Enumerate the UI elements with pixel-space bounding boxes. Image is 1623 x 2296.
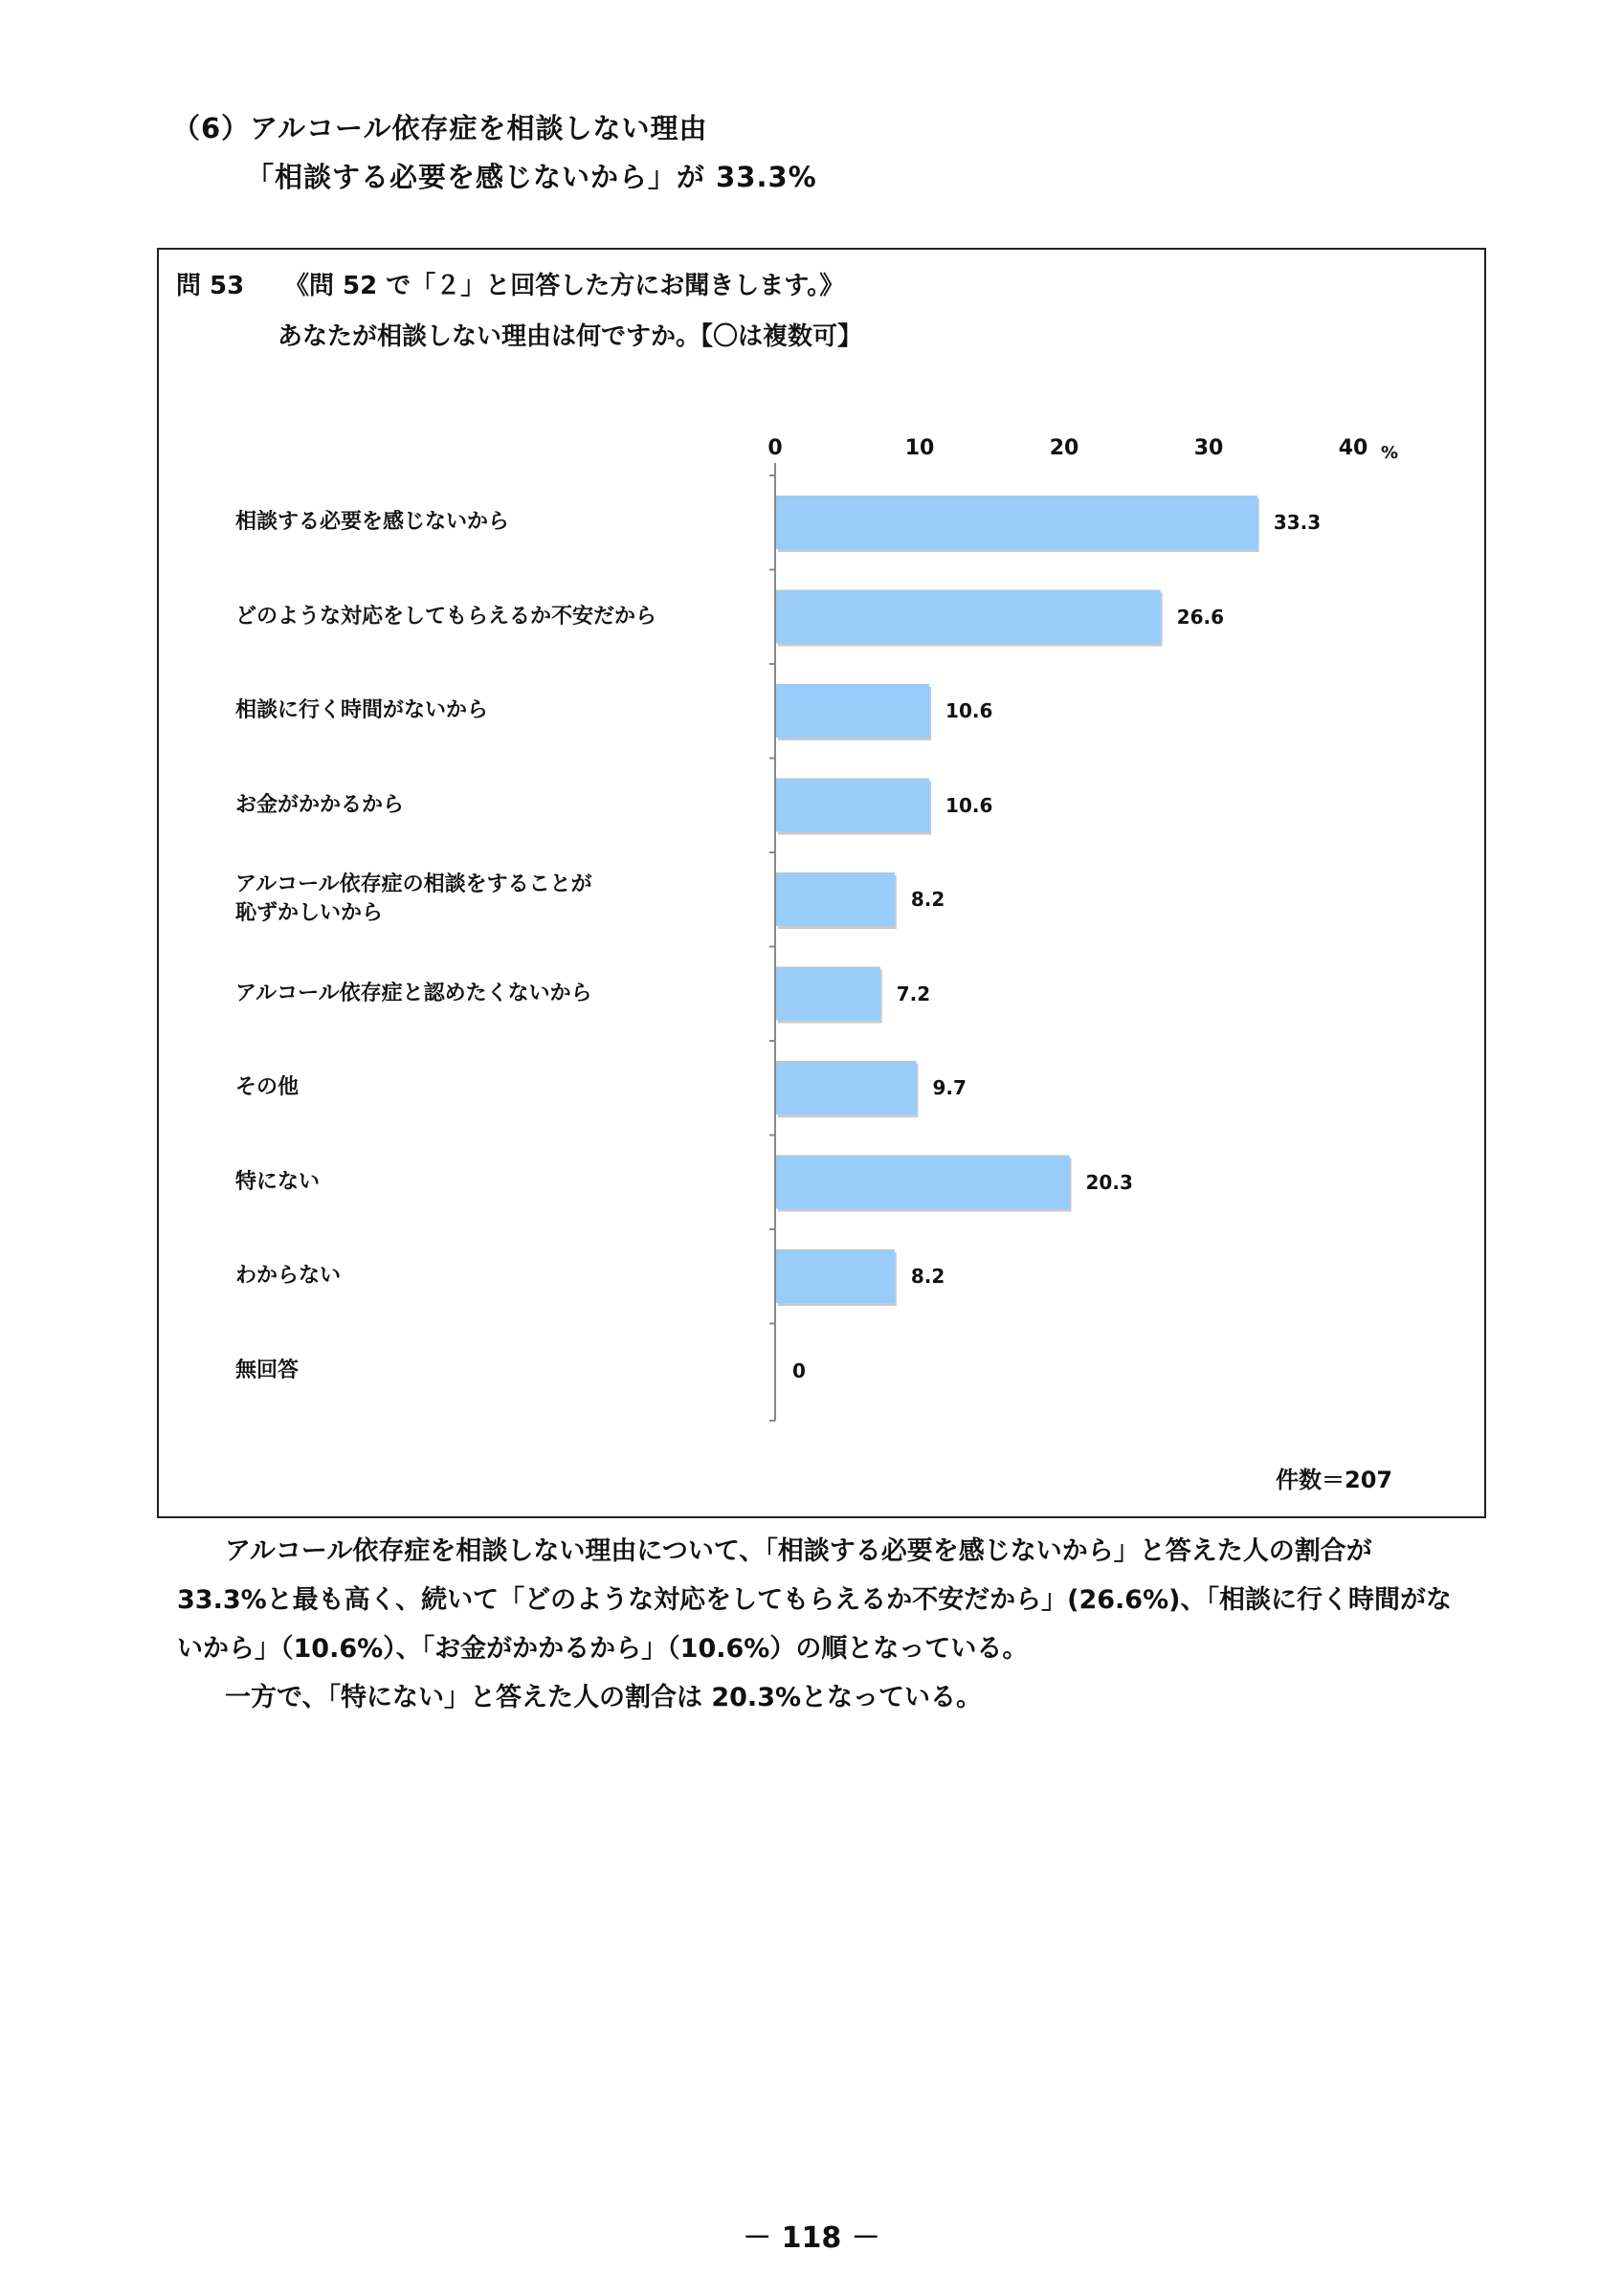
category-label: アルコール依存症の相談をすることが 恥ずかしいから [235, 872, 592, 925]
category-label: その他 [235, 1075, 300, 1099]
axis-unit: % [1381, 443, 1399, 463]
summary-paragraph-2: 一方で、「特にない」と答えた人の割合は 20.3%となっている。 [225, 1683, 983, 1712]
x-tick-label: 10 [904, 436, 935, 460]
value-label: 0 [792, 1358, 806, 1382]
summary-text [177, 1527, 1459, 1722]
x-tick-label: 20 [1049, 436, 1079, 460]
value-label: 8.2 [910, 888, 945, 911]
section-title: （6）アルコール依存症を相談しない理由 [172, 112, 708, 144]
category-label: アルコール依存症と認めたくないから [235, 981, 592, 1005]
bar-6 [776, 1061, 916, 1115]
value-label: 7.2 [896, 982, 931, 1005]
category-label: 無回答 [235, 1358, 300, 1382]
bar-2 [776, 684, 929, 738]
summary-paragraph-1: アルコール依存症を相談しない理由について、「相談する必要を感じないから」と答えた人の割合が 33.3%と最も高く、続いて「どのような対応をしてもらえるか不安だから」(26.6%)、「相談に行く時間がないから」（10.6%）、「お金がかかるから」（10.6%）の順となっている。 [177, 1536, 1452, 1664]
category-label: 相談に行く時間がないから [235, 698, 489, 722]
bar-3 [776, 779, 929, 832]
bar-5 [776, 967, 880, 1021]
value-label: 26.6 [1176, 605, 1225, 629]
value-label: 10.6 [945, 699, 993, 722]
bar-8 [776, 1249, 895, 1303]
x-tick-label: 30 [1193, 436, 1224, 460]
category-label: 特にない [235, 1169, 321, 1194]
question-text: あなたが相談しない理由は何ですか。【〇は複数可】 [278, 322, 863, 351]
bar-1 [776, 590, 1161, 644]
value-label: 20.3 [1085, 1170, 1133, 1194]
section-subtitle: 「相談する必要を感じないから」が 33.3% [246, 161, 817, 193]
bar-7 [776, 1156, 1070, 1209]
bar-0 [776, 496, 1257, 549]
question-condition: 《問 52 で「２」と回答した方にお聞きします。》 [284, 272, 845, 300]
page-number: － 118 － [743, 2221, 880, 2255]
category-label: 相談する必要を感じないから [235, 510, 510, 534]
category-label: お金がかかるから [235, 792, 405, 817]
bar-4 [776, 872, 895, 926]
category-label: どのような対応をしてもらえるか不安だから [235, 604, 657, 629]
x-tick-label: 0 [767, 436, 783, 460]
value-label: 10.6 [945, 793, 993, 817]
value-label: 8.2 [910, 1265, 945, 1288]
response-count: 件数＝207 [1276, 1467, 1393, 1493]
value-label: 33.3 [1273, 511, 1322, 534]
x-tick-label: 40 [1338, 436, 1368, 460]
question-number: 問 53 [176, 272, 245, 300]
category-label: わからない [235, 1264, 342, 1288]
value-label: 9.7 [932, 1076, 967, 1099]
